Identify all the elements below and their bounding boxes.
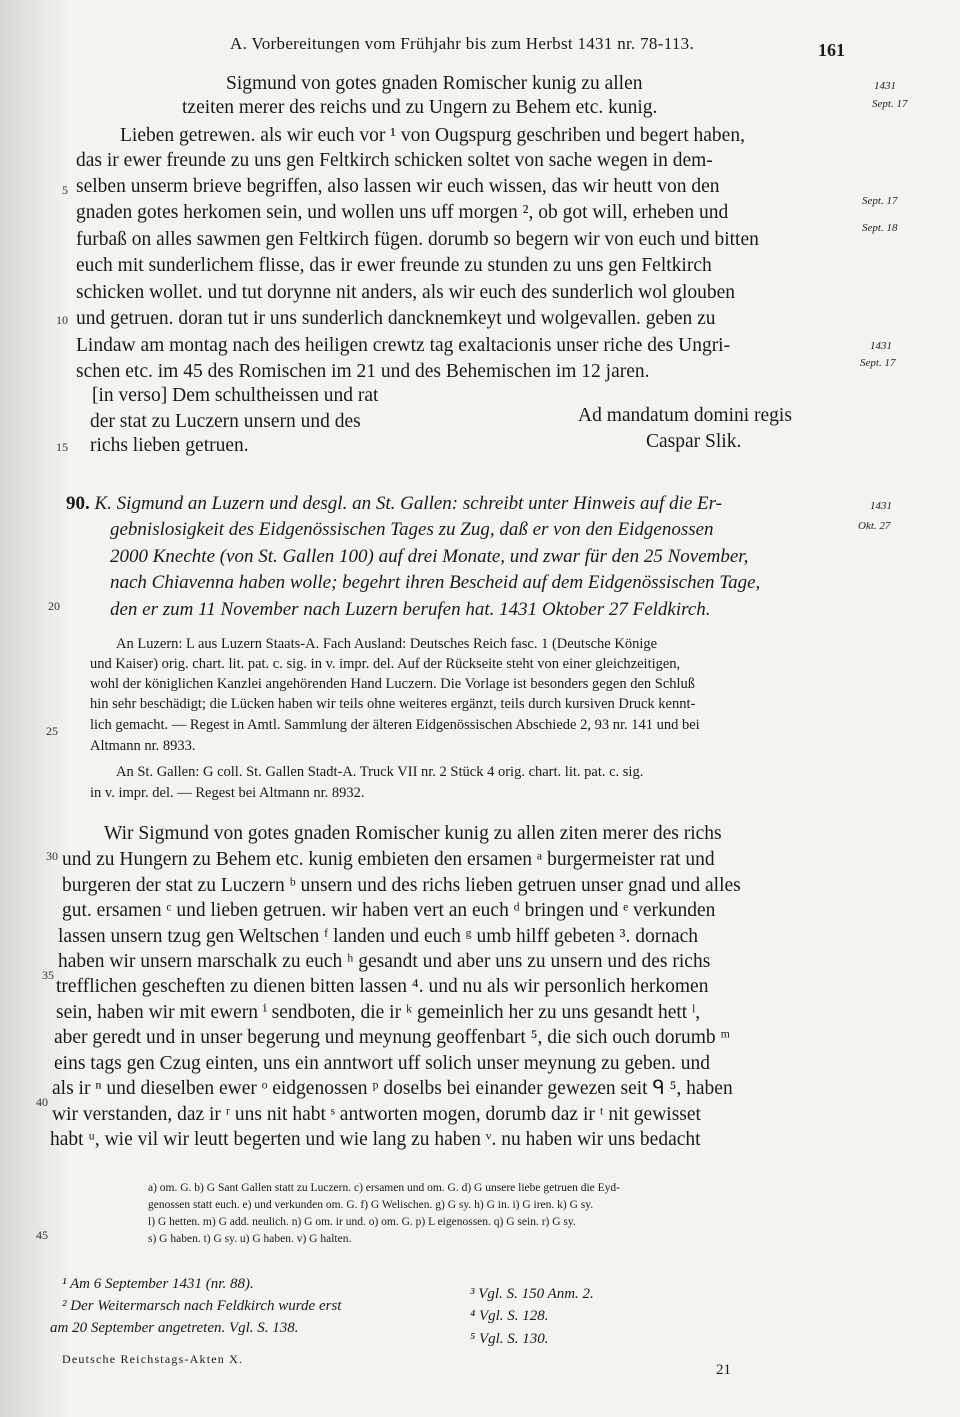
margin-date: Sept. 17 <box>862 195 898 207</box>
doc89-line: das ir ewer freunde zu uns gen Feltkirch schicken soltet von sache wegen in dem- <box>76 150 713 171</box>
source-line: hin sehr beschädigt; die Lücken haben wir teils ohne weiteres ergänzt, teils durch kursiven Druck kennt- <box>90 696 696 712</box>
line-number: 20 <box>48 599 60 613</box>
line-number: 45 <box>36 1228 48 1242</box>
running-title: A. Vorbereitungen vom Frühjahr bis zum Herbst 1431 nr. 78-113. <box>230 34 695 53</box>
series-title: Deutsche Reichstags-Akten X. <box>62 1352 244 1366</box>
doc89-line: tzeiten merer des reichs und zu Ungern zu Behem etc. kunig. <box>182 97 658 118</box>
text-line: gut. ersamen ᶜ und lieben getruen. wir haben vert an euch ᵈ bringen und ᵉ verkunden <box>62 900 716 921</box>
text-line: trefflichen gescheften zu dienen bitten lassen ⁴. und nu als wir personlich herkomen <box>56 976 709 997</box>
line-number: 40 <box>36 1095 48 1109</box>
footnote: ³ Vgl. S. 150 Anm. 2. <box>470 1286 594 1302</box>
variant-line: s) G haben. t) G sy. u) G haben. v) G halten. <box>148 1233 352 1245</box>
regest-text: K. Sigmund an Luzern und desgl. an St. Gallen: schreibt unter Hinweis auf die Er- <box>94 493 722 514</box>
doc89-line: selben unserm brieve begriffen, also lassen wir euch wissen, das wir heutt von den <box>76 176 720 197</box>
footnote: ⁵ Vgl. S. 130. <box>470 1331 549 1347</box>
doc89-line: Lindaw am montag nach des heiligen crewtz tag exaltacionis unser riche des Ungri- <box>76 335 731 356</box>
doc89-line: furbaß on alles sawmen gen Feltkirch fügen. dorumb so begern wir von euch und bitten <box>76 229 759 250</box>
footnote: ² Der Weitermarsch nach Feldkirch wurde erst <box>62 1298 342 1314</box>
text-line: lassen unsern tzug gen Weltschen ᶠ landen und euch ᵍ umb hilff gebeten ³. dornach <box>58 926 699 947</box>
line-number: 10 <box>56 313 68 327</box>
regest-line: gebnislosigkeit des Eidgenössischen Tages zu Zug, daß er von den Eidgenossen <box>110 519 714 540</box>
source-line: wohl der königlichen Kanzlei angehörenden Hand Luczern. Die Vorlage ist besonders gegen den Schluß <box>90 676 696 692</box>
line-number: 30 <box>46 849 58 863</box>
address-line: [in verso] Dem schultheissen und rat <box>92 385 379 406</box>
margin-date: Okt. 27 <box>858 520 891 532</box>
doc89-line: Sigmund von gotes gnaden Romischer kunig zu allen <box>226 73 643 94</box>
margin-date: Sept. 17 <box>872 98 908 110</box>
doc89-line: Lieben getrewen. als wir euch vor ¹ von Ougspurg geschriben und begert haben, <box>120 125 745 146</box>
address-line: richs lieben getruen. <box>90 435 249 456</box>
text-line: sein, haben wir mit ewern ⁱ sendboten, die ir ᵏ gemeinlich her zu uns gesandt hett ˡ, <box>56 1002 701 1023</box>
line-number: 15 <box>56 440 68 454</box>
signature-line: Caspar Slik. <box>646 431 742 452</box>
margin-date: 1431 <box>870 340 892 352</box>
doc89-line: gnaden gotes herkomen sein, und wollen uns uff morgen ², ob got will, erheben und <box>76 202 729 223</box>
document-number: 90. <box>66 493 90 514</box>
doc89-line: schicken wollet. und tut dorynne nit anders, als wir euch des sunderlich wol glouben <box>76 282 736 303</box>
text-line: habt ᵘ, wie vil wir leutt begerten und wie lang zu haben ᵛ. nu haben wir uns bedacht <box>50 1129 701 1150</box>
text-line: burgeren der stat zu Luczern ᵇ unsern und des richs lieben getruen unser gnad und alles <box>62 875 741 896</box>
variant-line: l) G hetten. m) G add. neulich. n) G om. ir und. o) om. G. p) L eigenossen. q) G sein. r) G sy. <box>148 1216 576 1228</box>
regest-line <box>66 492 722 516</box>
text-line: als ir ⁿ und dieselben ewer ᵒ eidgenossen ᵖ doselbs bei einander gewezen seit ᑫ ⁵, haben <box>52 1078 733 1099</box>
binding-shadow <box>0 0 70 1417</box>
text-line: Wir Sigmund von gotes gnaden Romischer kunig zu allen ziten merer des richs <box>104 823 722 844</box>
source-line: An Luzern: L aus Luzern Staats-A. Fach Ausland: Deutsches Reich fasc. 1 (Deutsche Könige <box>116 636 658 652</box>
margin-date: Sept. 17 <box>860 357 896 369</box>
doc89-line: euch mit sunderlichem flisse, das ir ewer freunde zu stunden zu uns gen Feltkirch <box>76 255 712 276</box>
text-line: wir verstanden, daz ir ʳ uns nit habt ˢ antworten mogen, dorumb daz ir ᵗ nit gewisset <box>52 1104 701 1125</box>
footnote: ⁴ Vgl. S. 128. <box>470 1308 549 1324</box>
text-line: aber geredt und in unser begerung und meynung geoffenbart ⁵, die sich ouch dorumb ᵐ <box>54 1027 731 1048</box>
source-line: und Kaiser) orig. chart. lit. pat. c. sig. in v. impr. del. Auf der Rückseite steht von einer gleichzeitigen, <box>90 656 681 672</box>
doc89-line: und getruen. doran tut ir uns sunderlich dancknemkeyt und wolgevallen. geben zu <box>76 308 716 329</box>
source-line: An St. Gallen: G coll. St. Gallen Stadt-A. Truck VII nr. 2 Stück 4 orig. chart. lit. pat. c. sig. <box>116 764 644 780</box>
page-number: 161 <box>818 40 845 60</box>
margin-date: 1431 <box>874 80 896 92</box>
line-number: 5 <box>62 183 68 197</box>
regest-line: nach Chiavenna haben wolle; begehrt ihren Bescheid auf dem Eidgenössischen Tage, <box>110 572 761 593</box>
variant-line: genossen statt euch. e) und verkunden om. G. f) G Welischen. g) G sy. h) G in. i) G iren. k) G sy. <box>148 1199 594 1211</box>
text-line: und zu Hungern zu Behem etc. kunig embieten den ersamen ᵃ burgermeister rat und <box>62 849 715 870</box>
line-number: 25 <box>46 724 58 738</box>
text-line: eins tags gen Czug einten, uns ein anntwort uff solich unser meynung zu geben. und <box>54 1053 711 1074</box>
source-line: lich gemacht. — Regest in Amtl. Sammlung der älteren Eidgenössischen Abschiede 2, 93 nr. 141 und bei <box>90 717 700 733</box>
source-line: in v. impr. del. — Regest bei Altmann nr. 8932. <box>90 785 365 801</box>
text-line: haben wir unsern marschalk zu euch ʰ gesandt und aber uns zu unsern und des richs <box>58 951 711 972</box>
signature-line: Ad mandatum domini regis <box>578 405 792 426</box>
margin-date: Sept. 18 <box>862 222 898 234</box>
footnote: am 20 September angetreten. Vgl. S. 138. <box>50 1320 299 1336</box>
variant-line: a) om. G. b) G Sant Gallen statt zu Luczern. c) ersamen und om. G. d) G unsere liebe getruen die Eyd- <box>148 1182 620 1194</box>
regest-line: den er zum 11 November nach Luzern berufen hat. 1431 Oktober 27 Feldkirch. <box>110 599 711 620</box>
margin-date: 1431 <box>870 500 892 512</box>
address-line: der stat zu Luczern unsern und des <box>90 411 361 432</box>
footnote: ¹ Am 6 September 1431 (nr. 88). <box>62 1276 254 1292</box>
sheet-number: 21 <box>716 1362 731 1378</box>
source-line: Altmann nr. 8933. <box>90 738 196 754</box>
doc89-line: schen etc. im 45 des Romischen im 21 und des Behemischen im 12 jaren. <box>76 361 650 382</box>
line-number: 35 <box>42 968 54 982</box>
regest-line: 2000 Knechte (von St. Gallen 100) auf drei Monate, und zwar für den 25 November, <box>110 546 749 567</box>
